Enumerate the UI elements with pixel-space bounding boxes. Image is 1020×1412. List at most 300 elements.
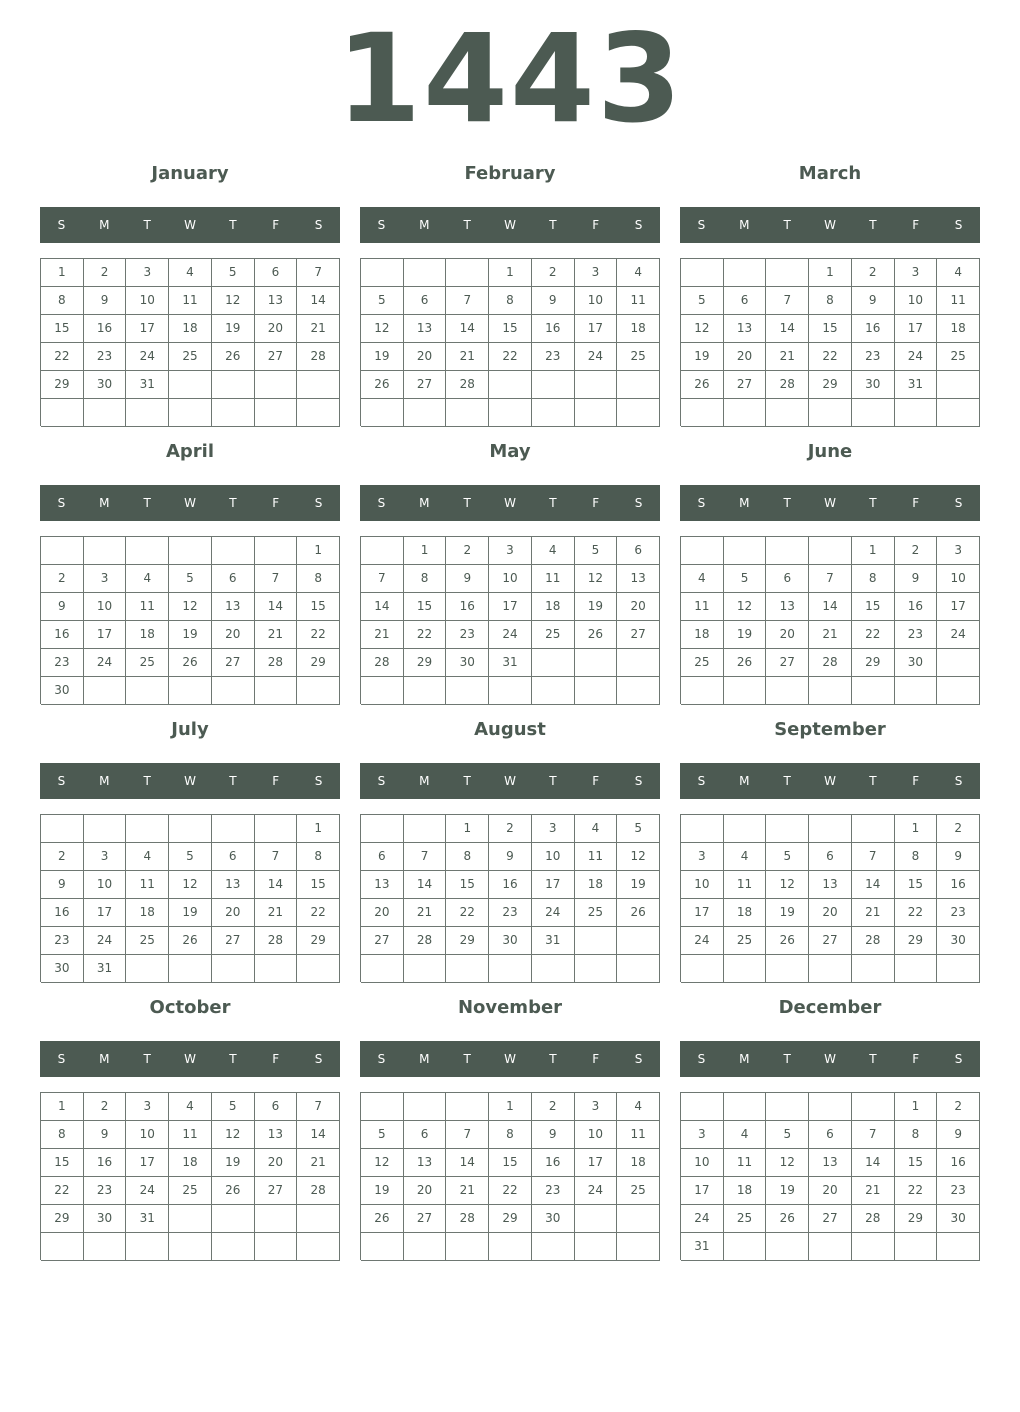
empty-day-cell <box>617 371 660 399</box>
empty-day-cell <box>532 677 575 705</box>
day-cell: 29 <box>489 1205 532 1233</box>
day-cell: 4 <box>724 843 767 871</box>
weekday-label: T <box>783 1052 791 1066</box>
day-cell: 4 <box>681 565 724 593</box>
day-cell: 14 <box>404 871 447 899</box>
day-cell: 10 <box>937 565 980 593</box>
day-cell: 31 <box>126 1205 169 1233</box>
day-cell: 13 <box>724 315 767 343</box>
empty-day-cell <box>361 955 404 983</box>
day-cell: 25 <box>681 649 724 677</box>
day-cell: 6 <box>404 287 447 315</box>
weekday-label: S <box>634 218 643 232</box>
weekday-label: S <box>634 1052 643 1066</box>
empty-day-cell <box>617 927 660 955</box>
day-cell: 18 <box>575 871 618 899</box>
day-cell: 20 <box>617 593 660 621</box>
empty-day-cell <box>212 955 255 983</box>
day-cell: 6 <box>212 843 255 871</box>
day-cell: 29 <box>297 927 340 955</box>
day-cell: 28 <box>255 927 298 955</box>
empty-day-cell <box>404 1093 447 1121</box>
day-cell: 26 <box>766 927 809 955</box>
day-cell: 18 <box>532 593 575 621</box>
day-cell: 12 <box>361 1149 404 1177</box>
empty-day-cell <box>809 677 852 705</box>
day-cell: 7 <box>852 1121 895 1149</box>
empty-day-cell <box>41 537 84 565</box>
day-cell: 24 <box>681 1205 724 1233</box>
day-cell: 25 <box>937 343 980 371</box>
empty-day-cell <box>724 815 767 843</box>
day-cell: 7 <box>255 843 298 871</box>
day-cell: 9 <box>84 287 127 315</box>
day-cell: 12 <box>169 871 212 899</box>
day-cell: 21 <box>809 621 852 649</box>
weekday-label: S <box>954 774 963 788</box>
day-cell: 31 <box>84 955 127 983</box>
day-cell: 11 <box>617 287 660 315</box>
empty-day-cell <box>169 537 212 565</box>
day-cell: 13 <box>404 315 447 343</box>
empty-day-cell <box>169 399 212 427</box>
day-cell: 18 <box>169 1149 212 1177</box>
day-cell: 4 <box>126 565 169 593</box>
day-cell: 8 <box>489 287 532 315</box>
weekday-label: S <box>954 496 963 510</box>
day-cell: 16 <box>489 871 532 899</box>
empty-day-cell <box>724 1093 767 1121</box>
weekday-label: F <box>272 496 280 510</box>
day-cell: 18 <box>126 621 169 649</box>
weekday-label: W <box>504 1052 516 1066</box>
empty-day-cell <box>575 371 618 399</box>
day-cell: 14 <box>297 1121 340 1149</box>
day-cell: 26 <box>617 899 660 927</box>
day-cell: 30 <box>852 371 895 399</box>
empty-day-cell <box>84 815 127 843</box>
days-grid <box>40 1092 340 1260</box>
day-cell: 23 <box>937 899 980 927</box>
day-cell: 24 <box>937 621 980 649</box>
weekday-label: S <box>57 1052 66 1066</box>
day-cell: 4 <box>937 259 980 287</box>
day-cell: 6 <box>617 537 660 565</box>
empty-day-cell <box>852 677 895 705</box>
day-cell: 27 <box>809 1205 852 1233</box>
day-cell: 9 <box>532 1121 575 1149</box>
day-cell: 2 <box>84 1093 127 1121</box>
day-cell: 15 <box>489 315 532 343</box>
month-name: August <box>474 719 546 740</box>
day-cell: 11 <box>126 871 169 899</box>
day-cell: 8 <box>809 287 852 315</box>
day-cell: 9 <box>84 1121 127 1149</box>
day-cell: 25 <box>575 899 618 927</box>
day-cell: 25 <box>724 927 767 955</box>
day-cell: 12 <box>617 843 660 871</box>
day-cell: 30 <box>489 927 532 955</box>
day-cell: 16 <box>937 1149 980 1177</box>
day-cell: 4 <box>169 1093 212 1121</box>
day-cell: 11 <box>169 287 212 315</box>
empty-day-cell <box>255 399 298 427</box>
empty-day-cell <box>489 677 532 705</box>
weekday-label: M <box>419 496 430 510</box>
empty-day-cell <box>852 955 895 983</box>
empty-day-cell <box>212 1205 255 1233</box>
weekday-label: M <box>739 218 750 232</box>
day-cell: 5 <box>724 565 767 593</box>
day-cell: 29 <box>446 927 489 955</box>
weekday-label: W <box>184 774 196 788</box>
empty-day-cell <box>446 677 489 705</box>
day-cell: 18 <box>724 1177 767 1205</box>
day-cell: 5 <box>361 287 404 315</box>
weekday-label: W <box>504 218 516 232</box>
day-cell: 23 <box>852 343 895 371</box>
empty-day-cell <box>532 649 575 677</box>
day-cell: 1 <box>809 259 852 287</box>
empty-day-cell <box>937 371 980 399</box>
day-cell: 28 <box>297 343 340 371</box>
day-cell: 10 <box>489 565 532 593</box>
weekday-label: W <box>824 1052 836 1066</box>
day-cell: 16 <box>446 593 489 621</box>
day-cell: 29 <box>852 649 895 677</box>
day-cell: 30 <box>41 955 84 983</box>
day-cell: 5 <box>169 565 212 593</box>
weekday-header <box>40 207 340 243</box>
empty-day-cell <box>404 955 447 983</box>
weekday-label: M <box>739 774 750 788</box>
day-cell: 17 <box>937 593 980 621</box>
day-cell: 28 <box>446 1205 489 1233</box>
day-cell: 19 <box>169 621 212 649</box>
empty-day-cell <box>84 537 127 565</box>
weekday-label: S <box>314 218 323 232</box>
day-cell: 23 <box>895 621 938 649</box>
empty-day-cell <box>84 399 127 427</box>
day-cell: 10 <box>126 1121 169 1149</box>
day-cell: 20 <box>809 899 852 927</box>
empty-day-cell <box>361 537 404 565</box>
empty-day-cell <box>126 955 169 983</box>
empty-day-cell <box>575 1205 618 1233</box>
month-name: June <box>807 441 853 462</box>
empty-day-cell <box>724 259 767 287</box>
weekday-label: T <box>869 774 877 788</box>
day-cell: 1 <box>41 1093 84 1121</box>
month-name: March <box>798 163 862 184</box>
day-cell: 4 <box>169 259 212 287</box>
day-cell: 10 <box>575 1121 618 1149</box>
day-cell: 29 <box>895 1205 938 1233</box>
day-cell: 1 <box>297 815 340 843</box>
weekday-label: F <box>912 496 920 510</box>
day-cell: 7 <box>852 843 895 871</box>
day-cell: 21 <box>255 621 298 649</box>
day-cell: 2 <box>489 815 532 843</box>
empty-day-cell <box>212 399 255 427</box>
day-cell: 22 <box>404 621 447 649</box>
days-grid <box>360 814 660 982</box>
weekday-label: T <box>549 218 557 232</box>
day-cell: 28 <box>852 927 895 955</box>
day-cell: 24 <box>532 899 575 927</box>
day-cell: 27 <box>361 927 404 955</box>
empty-day-cell <box>681 815 724 843</box>
empty-day-cell <box>41 815 84 843</box>
day-cell: 26 <box>575 621 618 649</box>
day-cell: 20 <box>404 343 447 371</box>
month-name: July <box>171 719 209 740</box>
day-cell: 6 <box>255 1093 298 1121</box>
empty-day-cell <box>404 259 447 287</box>
month-name: September <box>774 719 886 740</box>
weekday-label: W <box>824 496 836 510</box>
day-cell: 18 <box>937 315 980 343</box>
day-cell: 11 <box>937 287 980 315</box>
day-cell: 1 <box>852 537 895 565</box>
day-cell: 11 <box>617 1121 660 1149</box>
empty-day-cell <box>41 1233 84 1261</box>
day-cell: 13 <box>212 593 255 621</box>
day-cell: 3 <box>532 815 575 843</box>
empty-day-cell <box>766 955 809 983</box>
empty-day-cell <box>489 371 532 399</box>
day-cell: 19 <box>361 1177 404 1205</box>
day-cell: 1 <box>489 259 532 287</box>
day-cell: 3 <box>895 259 938 287</box>
weekday-label: S <box>697 218 706 232</box>
day-cell: 11 <box>169 1121 212 1149</box>
day-cell: 29 <box>41 1205 84 1233</box>
day-cell: 13 <box>809 871 852 899</box>
empty-day-cell <box>446 1233 489 1261</box>
weekday-label: F <box>592 496 600 510</box>
day-cell: 17 <box>84 621 127 649</box>
day-cell: 5 <box>212 1093 255 1121</box>
day-cell: 6 <box>212 565 255 593</box>
empty-day-cell <box>361 399 404 427</box>
day-cell: 22 <box>297 899 340 927</box>
empty-day-cell <box>617 399 660 427</box>
day-cell: 16 <box>852 315 895 343</box>
empty-day-cell <box>255 1205 298 1233</box>
empty-day-cell <box>446 1093 489 1121</box>
weekday-label: T <box>549 1052 557 1066</box>
day-cell: 22 <box>895 899 938 927</box>
empty-day-cell <box>126 677 169 705</box>
empty-day-cell <box>937 677 980 705</box>
day-cell: 24 <box>126 1177 169 1205</box>
day-cell: 22 <box>809 343 852 371</box>
day-cell: 17 <box>126 1149 169 1177</box>
day-cell: 20 <box>255 1149 298 1177</box>
empty-day-cell <box>361 677 404 705</box>
year-title: 1443 <box>336 8 684 150</box>
day-cell: 23 <box>446 621 489 649</box>
day-cell: 17 <box>681 1177 724 1205</box>
day-cell: 31 <box>895 371 938 399</box>
weekday-label: S <box>634 496 643 510</box>
day-cell: 22 <box>852 621 895 649</box>
day-cell: 1 <box>404 537 447 565</box>
weekday-label: S <box>697 496 706 510</box>
days-grid <box>680 814 980 982</box>
weekday-label: M <box>419 774 430 788</box>
day-cell: 30 <box>446 649 489 677</box>
day-cell: 3 <box>681 1121 724 1149</box>
weekday-label: T <box>463 218 471 232</box>
weekday-label: T <box>143 774 151 788</box>
empty-day-cell <box>255 537 298 565</box>
day-cell: 5 <box>575 537 618 565</box>
weekday-label: T <box>783 496 791 510</box>
day-cell: 23 <box>937 1177 980 1205</box>
month-name: November <box>457 997 563 1018</box>
weekday-header <box>680 207 980 243</box>
day-cell: 28 <box>809 649 852 677</box>
day-cell: 30 <box>937 927 980 955</box>
day-cell: 16 <box>937 871 980 899</box>
empty-day-cell <box>446 399 489 427</box>
day-cell: 9 <box>489 843 532 871</box>
day-cell: 23 <box>84 343 127 371</box>
day-cell: 30 <box>84 371 127 399</box>
empty-day-cell <box>446 955 489 983</box>
day-cell: 2 <box>532 259 575 287</box>
weekday-label: W <box>184 496 196 510</box>
day-cell: 10 <box>681 871 724 899</box>
day-cell: 1 <box>489 1093 532 1121</box>
day-cell: 13 <box>212 871 255 899</box>
day-cell: 28 <box>404 927 447 955</box>
weekday-label: M <box>99 1052 110 1066</box>
day-cell: 28 <box>446 371 489 399</box>
day-cell: 1 <box>297 537 340 565</box>
day-cell: 6 <box>361 843 404 871</box>
weekday-label: T <box>143 218 151 232</box>
weekday-label: T <box>463 1052 471 1066</box>
day-cell: 10 <box>681 1149 724 1177</box>
day-cell: 9 <box>937 1121 980 1149</box>
day-cell: 4 <box>575 815 618 843</box>
day-cell: 7 <box>297 1093 340 1121</box>
empty-day-cell <box>681 399 724 427</box>
day-cell: 12 <box>169 593 212 621</box>
day-cell: 2 <box>84 259 127 287</box>
empty-day-cell <box>169 1205 212 1233</box>
day-cell: 4 <box>126 843 169 871</box>
day-cell: 3 <box>84 565 127 593</box>
day-cell: 25 <box>724 1205 767 1233</box>
day-cell: 16 <box>532 1149 575 1177</box>
day-cell: 21 <box>297 1149 340 1177</box>
day-cell: 21 <box>852 1177 895 1205</box>
days-grid <box>360 536 660 704</box>
empty-day-cell <box>681 955 724 983</box>
day-cell: 24 <box>126 343 169 371</box>
empty-day-cell <box>681 1093 724 1121</box>
weekday-label: T <box>229 496 237 510</box>
day-cell: 31 <box>126 371 169 399</box>
empty-day-cell <box>852 1093 895 1121</box>
day-cell: 8 <box>446 843 489 871</box>
day-cell: 22 <box>446 899 489 927</box>
day-cell: 5 <box>766 1121 809 1149</box>
day-cell: 3 <box>489 537 532 565</box>
day-cell: 13 <box>766 593 809 621</box>
day-cell: 6 <box>809 843 852 871</box>
day-cell: 7 <box>361 565 404 593</box>
weekday-label: W <box>824 774 836 788</box>
empty-day-cell <box>489 1233 532 1261</box>
weekday-header <box>680 763 980 799</box>
day-cell: 5 <box>169 843 212 871</box>
empty-day-cell <box>489 399 532 427</box>
day-cell: 28 <box>297 1177 340 1205</box>
day-cell: 14 <box>361 593 404 621</box>
month-name: January <box>151 163 229 184</box>
empty-day-cell <box>895 1233 938 1261</box>
empty-day-cell <box>126 399 169 427</box>
day-cell: 20 <box>809 1177 852 1205</box>
empty-day-cell <box>84 1233 127 1261</box>
day-cell: 14 <box>809 593 852 621</box>
day-cell: 23 <box>84 1177 127 1205</box>
day-cell: 10 <box>895 287 938 315</box>
day-cell: 2 <box>895 537 938 565</box>
day-cell: 15 <box>446 871 489 899</box>
day-cell: 31 <box>681 1233 724 1261</box>
day-cell: 14 <box>255 871 298 899</box>
day-cell: 20 <box>404 1177 447 1205</box>
weekday-label: F <box>912 218 920 232</box>
day-cell: 2 <box>532 1093 575 1121</box>
day-cell: 13 <box>361 871 404 899</box>
day-cell: 17 <box>895 315 938 343</box>
day-cell: 7 <box>255 565 298 593</box>
day-cell: 6 <box>255 259 298 287</box>
empty-day-cell <box>766 1233 809 1261</box>
day-cell: 23 <box>532 1177 575 1205</box>
day-cell: 23 <box>41 927 84 955</box>
empty-day-cell <box>489 955 532 983</box>
weekday-label: M <box>99 496 110 510</box>
weekday-label: S <box>954 1052 963 1066</box>
day-cell: 8 <box>895 1121 938 1149</box>
day-cell: 14 <box>852 1149 895 1177</box>
weekday-label: M <box>739 496 750 510</box>
day-cell: 19 <box>766 1177 809 1205</box>
empty-day-cell <box>809 537 852 565</box>
weekday-label: S <box>377 774 386 788</box>
weekday-label: F <box>272 774 280 788</box>
day-cell: 29 <box>895 927 938 955</box>
day-cell: 1 <box>895 1093 938 1121</box>
day-cell: 12 <box>212 1121 255 1149</box>
empty-day-cell <box>937 1233 980 1261</box>
weekday-label: W <box>184 218 196 232</box>
day-cell: 18 <box>126 899 169 927</box>
day-cell: 8 <box>489 1121 532 1149</box>
day-cell: 22 <box>41 1177 84 1205</box>
weekday-header <box>360 1041 660 1077</box>
weekday-label: S <box>314 496 323 510</box>
weekday-label: W <box>504 774 516 788</box>
